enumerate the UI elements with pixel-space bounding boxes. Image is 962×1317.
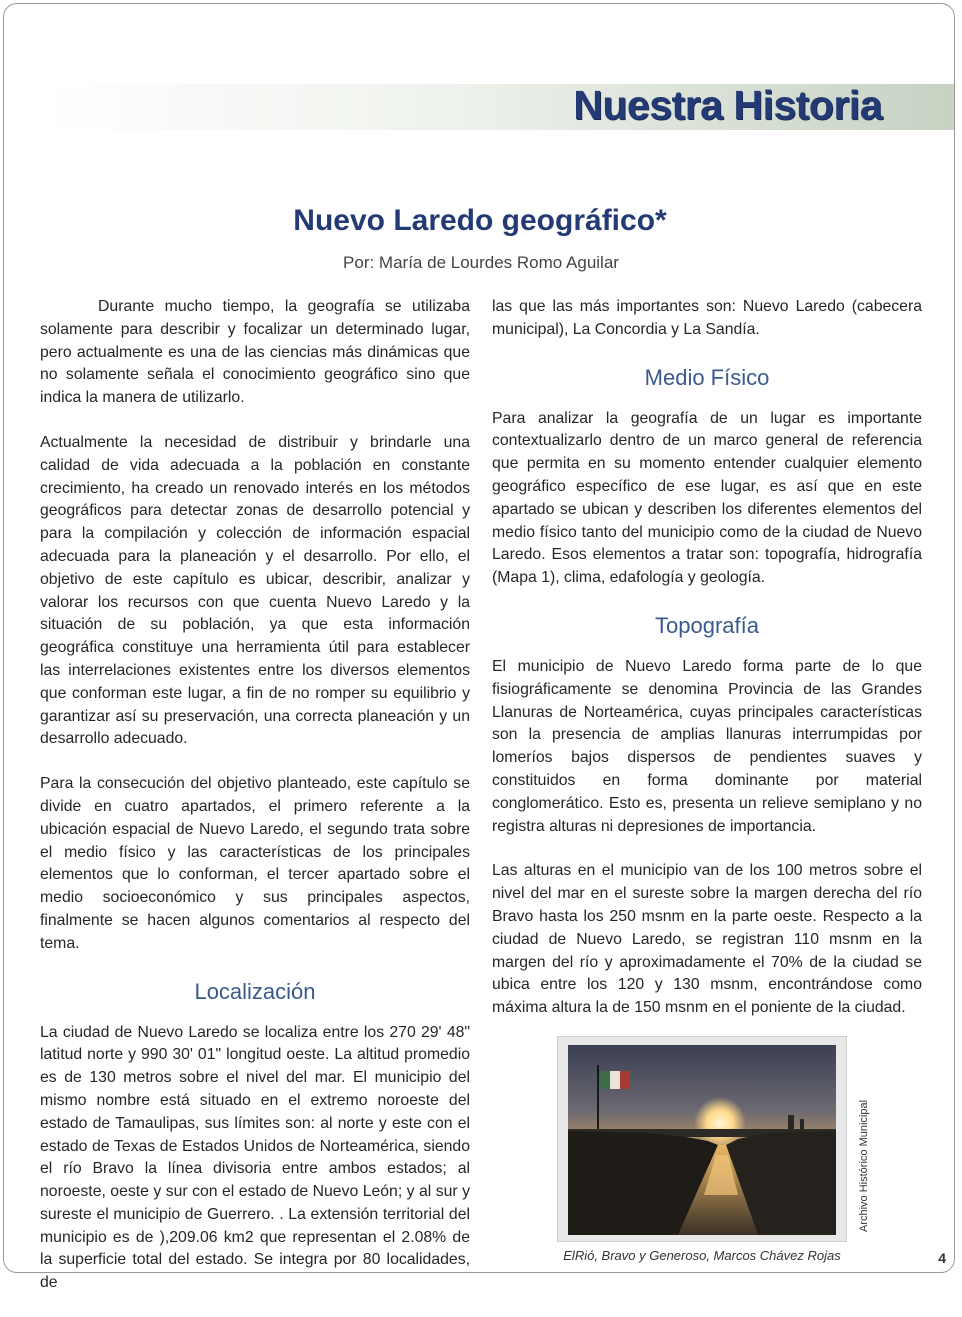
left-column <box>40 296 470 1317</box>
article-title <box>0 204 962 238</box>
article-title-text: Nuevo Laredo geográfico* <box>293 204 667 237</box>
page-number: 4 <box>938 1250 946 1266</box>
paragraph: Las alturas en el municipio van de los 100 metros sobre el nivel del mar en el sureste sobre la margen derecha del río Bravo hasta los 250 msnm en la parte oeste. Respecto a la ciudad de Nuevo Laredo, se registran 110 msnm en la margen del río y aproximadamente el 70% de la ciudad se ubica entre los 120 y 130 msnm, encontrándose como máxima altura la de 150 msnm en el poniente de la ciudad. <box>492 862 922 1017</box>
article-byline <box>0 253 962 273</box>
paragraph: El municipio de Nuevo Laredo forma parte de lo que fisiográficamente se denomina Provincia de las Grandes Llanuras de Norteamérica, cuyas principales características son la presencia de amplias llanuras interrumpidas por lomeríos bajos dispersos de pendientes suaves y constituidos en forma dominante por material conglomerático. Esto es, presenta un relieve semiplano y no registra alturas ni depresiones de importancia. <box>492 657 922 835</box>
paragraph: las que las más importantes son: Nuevo Laredo (cabecera municipal), La Concordia y La Sandía. <box>492 298 922 338</box>
byline-text: Por: María de Lourdes Romo Aguilar <box>343 253 619 272</box>
right-column <box>492 296 922 1042</box>
subheading-medio-fisico: Medio Físico <box>644 364 770 390</box>
photo-frame <box>557 1036 847 1242</box>
subheading-localizacion: Localización <box>194 978 316 1004</box>
river-sunset-photo <box>568 1045 836 1235</box>
subheading-topografia: Topografía <box>655 612 759 638</box>
paragraph: Para analizar la geografía de un lugar es importante contextualizarlo dentro de un marco general de referencia que permita en su momento entender cualquier elemento geográfico específico de ese lugar, es así que en este apartado se ubican y describen los diferentes elementos del medio físico tanto del municipio como de la ciudad de Nuevo Laredo. Esos elementos a tratar son: topografía, hidrografía (Mapa 1), clima, edafología y geología. <box>492 409 922 587</box>
paragraph: Durante mucho tiempo, la geografía se utilizaba solamente para describir y focalizar un determinado lugar, pero actualmente es una de las ciencias más dinámicas que no solamente señala el conocimiento geográfico sino que indica la manera de utilizarlo. <box>40 298 470 407</box>
paragraph: Actualmente la necesidad de distribuir y brindarle una calidad de vida adecuada a la población en constante crecimiento, ha creado un renovado interés en los métodos geográficos para detectar zonas de desarrollo potencial y para la compilación y colección de información espacial adecuada para la planeación y el desarrollo. Por ello, el objetivo de este capítulo es ubicar, describir, analizar y valorar los recursos con que cuenta Nuevo Laredo y la situación de su población, ya que esta información geográfica constituye una herramienta útil para establecer las interrelaciones existentes entre los diversos elementos que conforman este lugar, a fin de no romper su equilibrio y garantizar así su preservación, una correcta planeación y un desarrollo adecuado. <box>40 433 470 748</box>
paragraph: Para la consecución del objetivo planteado, este capítulo se divide en cuatro apartados, el primero referente a la ubicación espacial de Nuevo Laredo, el segundo trata sobre el medio físico y las características de los principales elementos que lo conforman, el tercer apartado sobre el medio socioeconómico y sus principales aspectos, finalmente se hacen algunos comentarios al respecto del tema. <box>40 775 470 952</box>
river-sunset-illustration <box>568 1045 836 1235</box>
section-title: Nuestra Historia <box>573 82 882 128</box>
paragraph: La ciudad de Nuevo Laredo se localiza entre los 270 29' 48" latitud norte y 990 30' 01" longitud oeste. La altitud promedio es de 130 metros sobre el nivel del mar. El municipio del mismo nombre está situado en el extremo noroeste del estado de Tamaulipas, sus límites son: al norte y este con el estado de Texas de Estados Unidos de Norteamérica, siendo el río Bravo la línea divisoria entre ambos estados; al noroeste, oeste y sur con el estado de Nuevo León; y al sur y sureste el municipio de Guerrero. . La extensión territorial del municipio es de ),209.06 km2 que representan el 2.08% de la superficie total del estado. Se integra por 80 localidades, de <box>40 1023 470 1292</box>
photo-credit: Archivo Histórico Municipal <box>858 1099 870 1232</box>
photo-caption: ElRió, Bravo y Generoso, Marcos Chávez Rojas <box>563 1248 841 1263</box>
